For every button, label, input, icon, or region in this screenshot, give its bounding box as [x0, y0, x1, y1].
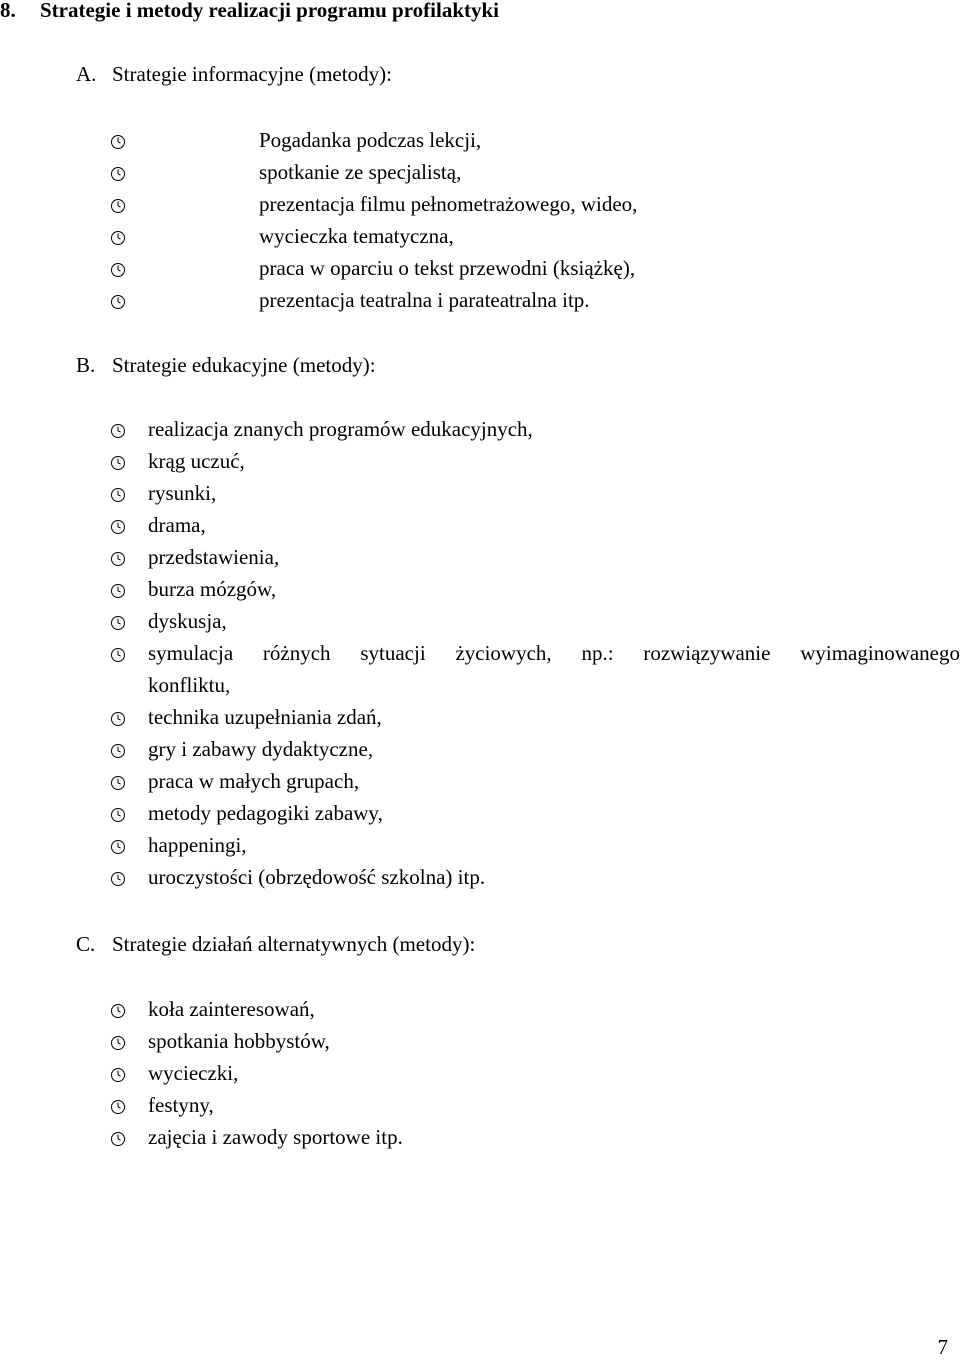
heading-number: 8. [0, 0, 16, 22]
clock-icon [110, 615, 126, 631]
clock-icon [110, 519, 126, 535]
clock-icon [110, 839, 126, 855]
clock-icon [110, 1099, 126, 1115]
clock-icon [110, 583, 126, 599]
list-item: koła zainteresowań, [148, 997, 315, 1021]
clock-icon [110, 198, 126, 214]
clock-icon [110, 423, 126, 439]
list-item: zajęcia i zawody sportowe itp. [148, 1125, 403, 1149]
clock-icon [110, 743, 126, 759]
list-item-continuation: konfliktu, [148, 673, 231, 697]
list-item: festyny, [148, 1093, 214, 1117]
section-title-text: Strategie edukacyjne (metody): [112, 353, 376, 377]
clock-icon [110, 807, 126, 823]
list-item: metody pedagogiki zabawy, [148, 801, 383, 825]
page-number: 7 [937, 1335, 948, 1359]
list-item: happeningi, [148, 833, 247, 857]
section-letter: C. [76, 932, 96, 956]
clock-icon [110, 134, 126, 150]
clock-icon [110, 1003, 126, 1019]
list-item: dyskusja, [148, 609, 227, 633]
list-item: technika uzupełniania zdań, [148, 705, 382, 729]
list-item: prezentacja filmu pełnometrażowego, wideo, [259, 192, 638, 216]
list-item: drama, [148, 513, 206, 537]
clock-icon [110, 871, 126, 887]
list-item: prezentacja teatralna i parateatralna itp. [259, 288, 590, 312]
list-item: wycieczki, [148, 1061, 239, 1085]
clock-icon [110, 711, 126, 727]
clock-icon [110, 1067, 126, 1083]
clock-icon [110, 487, 126, 503]
clock-icon [110, 455, 126, 471]
list-item: rysunki, [148, 481, 217, 505]
clock-icon [110, 294, 126, 310]
section-title-text: Strategie działań alternatywnych (metody): [112, 932, 476, 956]
clock-icon [110, 1131, 126, 1147]
section-title-text: Strategie informacyjne (metody): [112, 62, 392, 86]
list-item: spotkanie ze specjalistą, [259, 160, 462, 184]
list-item: Pogadanka podczas lekcji, [259, 128, 482, 152]
section-a-title [76, 62, 392, 87]
section-b-title [76, 353, 376, 378]
section-letter: B. [76, 353, 96, 377]
clock-icon [110, 647, 126, 663]
clock-icon [110, 262, 126, 278]
list-item: realizacja znanych programów edukacyjnych, [148, 417, 533, 441]
list-item: przedstawienia, [148, 545, 280, 569]
list-item: uroczystości (obrzędowość szkolna) itp. [148, 865, 486, 889]
clock-icon [110, 1035, 126, 1051]
list-item: spotkania hobbystów, [148, 1029, 330, 1053]
list-item: krąg uczuć, [148, 449, 245, 473]
list-item: praca w oparciu o tekst przewodni (książkę), [259, 256, 636, 280]
clock-icon [110, 166, 126, 182]
section-c-title [76, 932, 475, 957]
heading-title: Strategie i metody realizacji programu profilaktyki [40, 0, 500, 22]
list-item: symulacja różnych sytuacji życiowych, np.: rozwiązywanie wyimaginowanego [148, 641, 960, 665]
list-item: wycieczka tematyczna, [259, 224, 454, 248]
clock-icon [110, 551, 126, 567]
clock-icon [110, 230, 126, 246]
list-item: gry i zabawy dydaktyczne, [148, 737, 374, 761]
clock-icon [110, 775, 126, 791]
section-letter: A. [76, 62, 97, 86]
list-item: burza mózgów, [148, 577, 277, 601]
list-item: praca w małych grupach, [148, 769, 360, 793]
page-heading [0, 0, 499, 23]
